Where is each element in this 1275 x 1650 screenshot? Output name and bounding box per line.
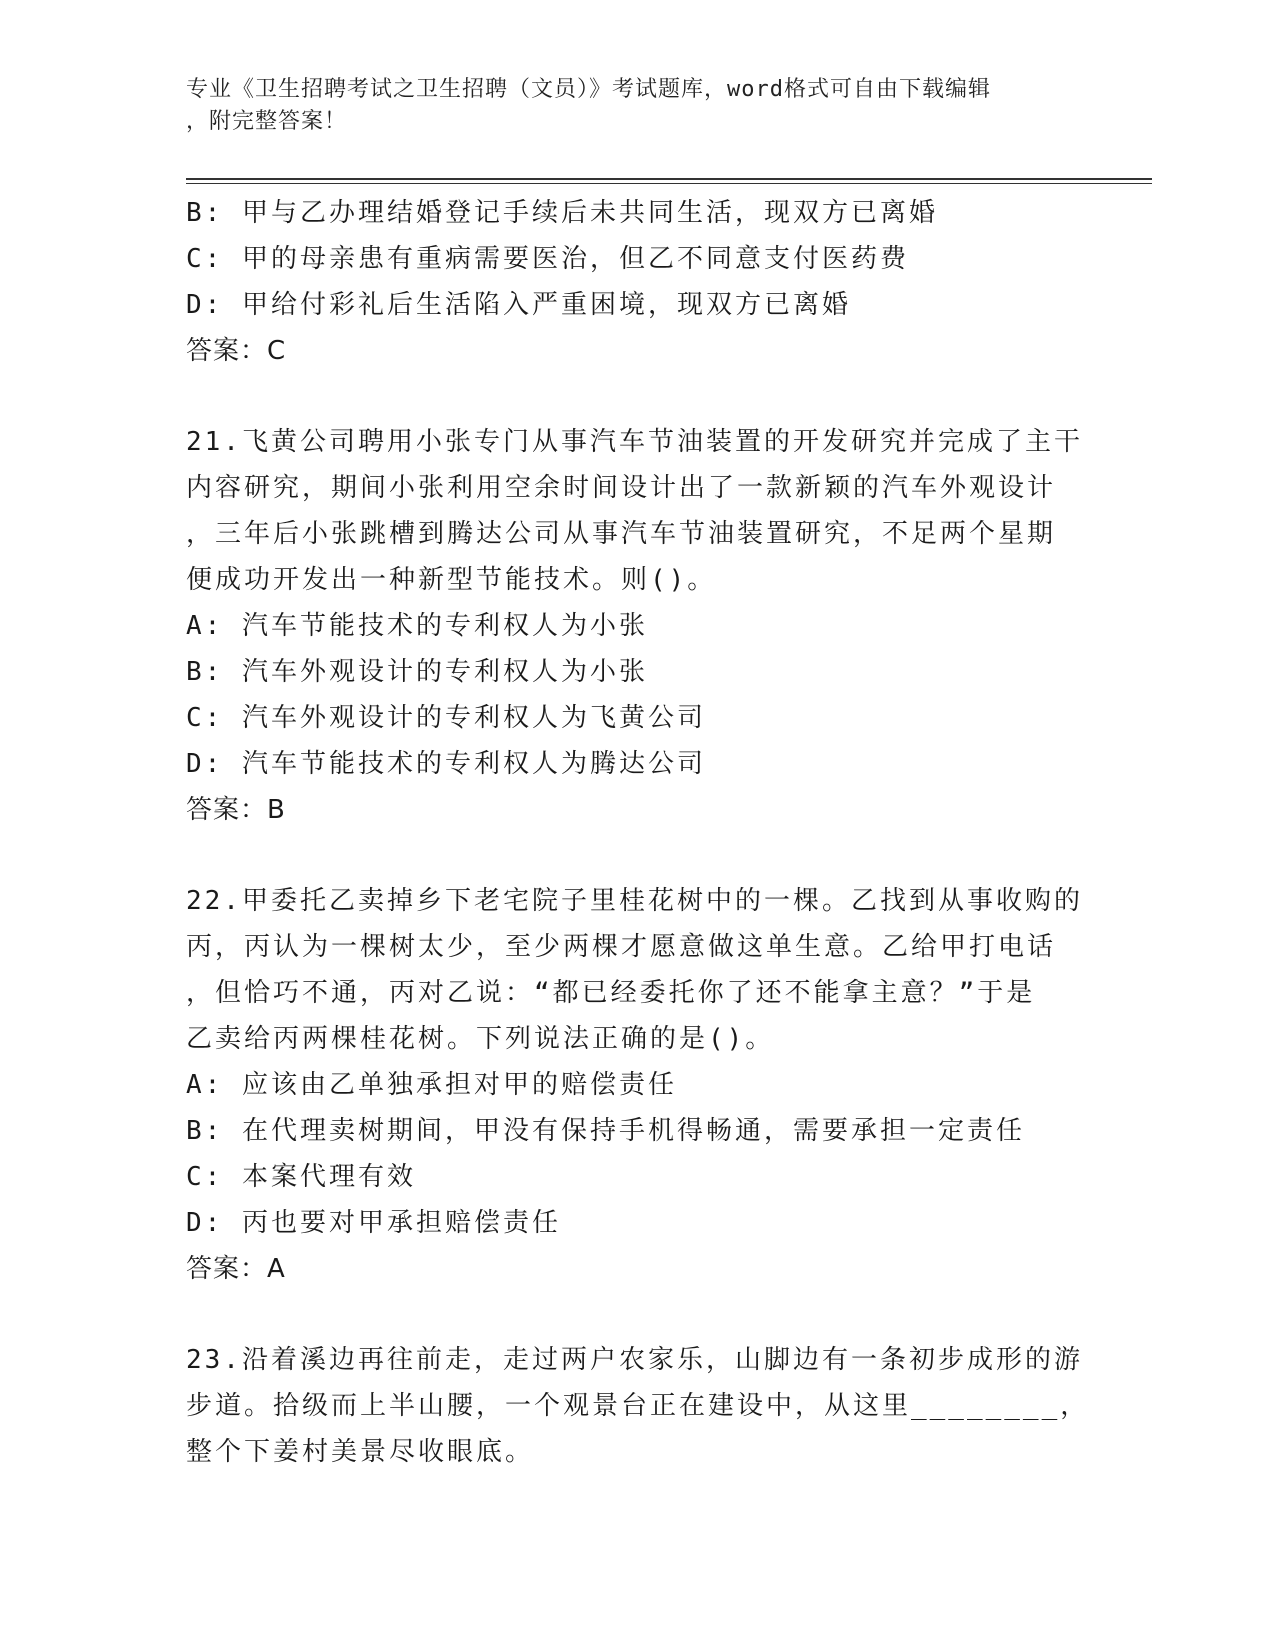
question-stem-line: 整个下姜村美景尽收眼底。	[186, 1437, 535, 1467]
option-d: D: 汽车节能技术的专利权人为腾达公司	[186, 749, 706, 779]
question-stem-line: 便成功开发出一种新型节能技术。则()。	[186, 565, 717, 595]
question-stem-line: 步道。拾级而上半山腰，一个观景台正在建设中，从这里________，	[186, 1391, 1090, 1421]
document-body	[186, 190, 1090, 1475]
question-21	[186, 419, 1086, 833]
option-d: D: 甲给付彩礼后生活陷入严重困境，现双方已离婚	[186, 290, 851, 320]
option-b: B: 在代理卖树期间，甲没有保持手机得畅通，需要承担一定责任	[186, 1116, 1025, 1146]
spacer	[186, 374, 1086, 419]
header-line-1: 专业《卫生招聘考试之卫生招聘（文员）》考试题库，word格式可自由下载编辑	[186, 77, 991, 102]
question-stem-line: 内容研究，期间小张利用空余时间设计出了一款新颖的汽车外观设计	[186, 473, 1057, 503]
option-a: A: 应该由乙单独承担对甲的赔偿责任	[186, 1070, 677, 1100]
header-line-2: ，附完整答案！	[186, 109, 348, 134]
question-stem-line: 丙，丙认为一棵树太少，至少两棵才愿意做这单生意。乙给甲打电话	[186, 932, 1057, 962]
option-c: C: 甲的母亲患有重病需要医治，但乙不同意支付医药费	[186, 244, 909, 274]
option-b: B: 汽车外观设计的专利权人为小张	[186, 657, 648, 687]
question-stem-line: 乙卖给丙两棵桂花树。下列说法正确的是()。	[186, 1024, 775, 1054]
answer-line: 答案：C	[186, 336, 287, 366]
header-divider-thin	[186, 183, 1152, 184]
answer-line: 答案：B	[186, 795, 286, 825]
question-22	[186, 878, 1086, 1292]
header-divider-thick	[186, 178, 1152, 180]
question-block-continued	[186, 190, 1086, 374]
answer-line: 答案：A	[186, 1254, 286, 1284]
question-stem-line: ，三年后小张跳槽到腾达公司从事汽车节油装置研究，不足两个星期	[186, 519, 1057, 549]
question-stem-line: ，但恰巧不通，丙对乙说：“都已经委托你了还不能拿主意？”于是	[186, 978, 1036, 1008]
option-c: C: 汽车外观设计的专利权人为飞黄公司	[186, 703, 706, 733]
question-stem-line: 22.甲委托乙卖掉乡下老宅院子里桂花树中的一棵。乙找到从事收购的	[186, 886, 1083, 916]
question-stem-line: 23.沿着溪边再往前走，走过两户农家乐，山脚边有一条初步成形的游	[186, 1345, 1083, 1375]
option-c: C: 本案代理有效	[186, 1162, 416, 1192]
option-b: B: 甲与乙办理结婚登记手续后未共同生活，现双方已离婚	[186, 198, 938, 228]
spacer	[186, 833, 1086, 878]
page-header	[186, 74, 1066, 138]
spacer	[186, 1292, 1086, 1337]
option-d: D: 丙也要对甲承担赔偿责任	[186, 1208, 561, 1238]
option-a: A: 汽车节能技术的专利权人为小张	[186, 611, 648, 641]
question-stem-line: 21.飞黄公司聘用小张专门从事汽车节油装置的开发研究并完成了主干	[186, 427, 1083, 457]
question-23	[186, 1337, 1090, 1475]
